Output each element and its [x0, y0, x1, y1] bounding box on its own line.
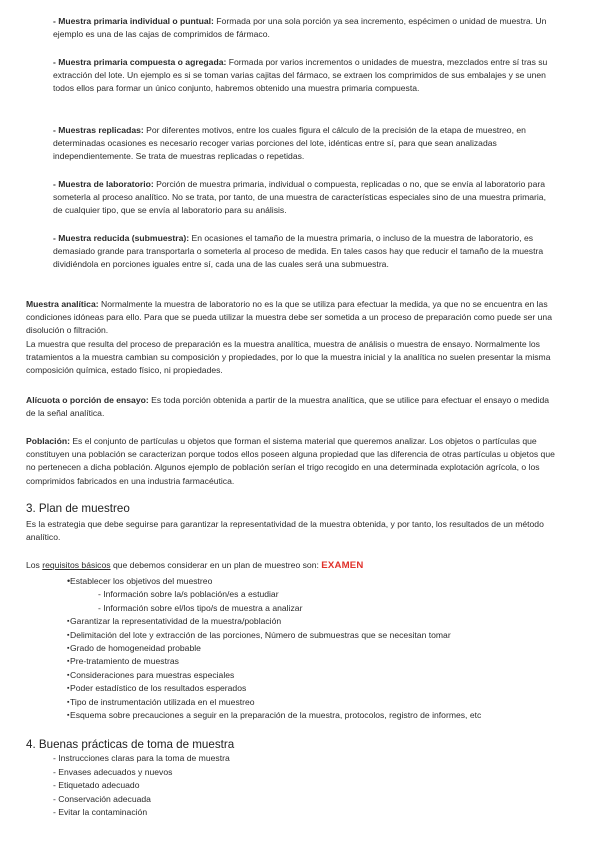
practices-list — [53, 752, 230, 820]
list-item — [26, 682, 566, 695]
bullet-icon: ▪ — [67, 671, 70, 679]
paragraph-text: Es el conjunto de partículas u objetos que forman el sistema material que queremos analizar. Los objetos o partículas que constituyen una población se caracterizan porque todos ellos poseen alguna propiedad que las diferencia de otras partículas u objetos que no pertenecen a dicha población. Algunos ejemplo de población serían el trigo recogido en una determinada explotación agrícola, o los comprimidos fabricados en una industria farmacéutica. — [26, 436, 555, 486]
list-item-text: Esquema sobre precauciones a seguir en la preparación de la muestra, protocolos, registro de informes, etc — [70, 709, 482, 720]
list-item-text: Consideraciones para muestras especiales — [70, 669, 235, 680]
list-item-text: Garantizar la representatividad de la muestra/población — [70, 616, 282, 627]
paragraph-muestra-analitica — [26, 298, 558, 377]
bullet-icon: ▪ — [67, 698, 70, 706]
paragraph-text: En ocasiones el tamaño de la muestra primaria, o incluso de la muestra de laboratorio, es demasiado grande para transportarla o someterla al proceso de medida. En tales casos hay que reducir el tamaño de la muestra dividiéndola en porciones iguales entre sí, cada una de las cuales será una submuestra. — [53, 233, 544, 270]
text-fragment: Los — [26, 560, 43, 570]
term-label: Población: — [26, 436, 70, 446]
paragraph-poblacion — [26, 435, 558, 488]
term-label: - Muestra de laboratorio: — [53, 179, 154, 189]
paragraph-muestra-laboratorio — [53, 178, 549, 218]
section-heading-plan-de-muestreo: 3. Plan de muestreo — [26, 502, 130, 515]
text-fragment: que debemos considerar en un plan de muestreo son: — [110, 560, 322, 570]
underlined-term: requisitos básicos — [42, 560, 111, 570]
requirements-list — [26, 575, 566, 722]
list-item-text: Grado de homogeneidad probable — [70, 642, 201, 653]
bullet-icon: • — [67, 576, 71, 586]
list-item-text: Delimitación del lote y extracción de las porciones, Número de submuestras que se necesitan tomar — [70, 629, 451, 640]
term-label: - Muestra primaria compuesta o agregada: — [53, 57, 227, 67]
paragraph-text: Es toda porción obtenida a partir de la muestra analítica, que se utilice para efectuar el ensayo o medida de la señal analítica. — [26, 395, 550, 419]
bullet-icon: ▪ — [67, 685, 70, 693]
paragraph-alicuota — [26, 394, 558, 420]
term-label: Alícuota o porción de ensayo: — [26, 395, 149, 405]
paragraph-text: Porción de muestra primaria, individual o compuesta, replicadas o no, que se envía al laboratorio para someterla al proceso analítico. No se trata, por tanto, de una muestra de características especiales sino de una muestra primaria, de cualquier tipo, que se envía al laboratorio para su análisis. — [53, 179, 546, 216]
list-item — [26, 709, 566, 722]
bullet-icon: ▪ — [67, 644, 70, 652]
list-item — [26, 642, 566, 655]
section-intro: Es la estrategia que debe seguirse para garantizar la representatividad de la muestra obtenida, y por tanto, los resultados de un método analítico. — [26, 519, 544, 543]
list-item — [26, 655, 566, 668]
list-item — [26, 575, 566, 588]
list-item: - Evitar la contaminación — [53, 807, 148, 818]
section-heading-buenas-practicas: 4. Buenas prácticas de toma de muestra — [26, 738, 235, 751]
paragraph-text: Formada por una sola porción ya sea incremento, espécimen o unidad de muestra. Un ejemplo es una de las cajas de comprimidos de fármaco. — [53, 16, 547, 40]
list-item — [26, 696, 566, 709]
bullet-icon: ▪ — [67, 658, 70, 666]
list-item-text: Poder estadístico de los resultados esperados — [70, 683, 247, 694]
bullet-icon: ▪ — [67, 631, 70, 639]
list-item: - Instrucciones claras para la toma de muestra — [53, 753, 230, 763]
bullet-icon: ▪ — [67, 618, 70, 626]
list-item — [26, 629, 566, 642]
list-item-text: - Información sobre la/s población/es a estudiar — [98, 589, 279, 600]
list-item — [26, 615, 566, 628]
list-item-text: Tipo de instrumentación utilizada en el muestreo — [70, 696, 255, 707]
list-item: - Etiquetado adecuado — [53, 780, 140, 791]
paragraph-text: Por diferentes motivos, entre los cuales figura el cálculo de la precisión de la etapa de muestreo, en determinadas ocasiones es necesario recoger varias porciones del lote, idénticas entre sí, para que sean analizadas independientemente. Se trata de muestras replicadas o repetidas. — [53, 125, 526, 162]
list-item: - Envases adecuados y nuevos — [53, 766, 173, 777]
paragraph-text: Formada por varios incrementos o unidades de muestra, mezclados entre sí tras su extracción del lote. Un ejemplo es si se toman varias cajitas del fármaco, se extraen los comprimidos de sus embalajes y se unen todos ellos para formar un único conjunto, habremos obtenido una muestra primaria compuesta. — [53, 57, 548, 94]
list-item: - Conservación adecuada — [53, 793, 151, 804]
paragraph-muestra-primaria-individual — [53, 15, 549, 41]
list-item-text: - Información sobre el/los tipo/s de muestra a analizar — [98, 602, 303, 613]
paragraph-muestras-replicadas — [53, 124, 549, 164]
list-item — [26, 602, 566, 615]
list-item — [26, 588, 566, 601]
paragraph-text: Normalmente la muestra de laboratorio no es la que se utiliza para efectuar la medida, ya que no se encuentra en las condiciones idóneas para ello. Para que se pueda utilizar la muestra debe ser sometida a un proceso de preparación como puede ser una disolución o filtración. — [26, 299, 552, 336]
list-item-text: Establecer los objetivos del muestreo — [70, 576, 213, 586]
paragraph-muestra-primaria-compuesta — [53, 56, 549, 96]
paragraph-muestra-reducida — [53, 232, 549, 272]
paragraph-text: La muestra que resulta del proceso de preparación es la muestra analítica, muestra de análisis o muestra de ensayo. Normalmente los tratamientos a la muestra cambian su composición y propiedades, por lo que la muestra inicial y la analítica no suelen presentar la misma composición química, estado físico, ni propiedades. — [26, 338, 551, 376]
term-label: - Muestra reducida (submuestra): — [53, 233, 190, 243]
term-label: Muestra analítica: — [26, 299, 99, 309]
requirements-intro — [26, 559, 558, 572]
exam-badge: EXAMEN — [321, 560, 364, 571]
bullet-icon: ▪ — [67, 711, 70, 719]
term-label: - Muestra primaria individual o puntual: — [53, 16, 214, 26]
term-label: - Muestras replicadas: — [53, 125, 144, 135]
list-item-text: Pre-tratamiento de muestras — [70, 656, 179, 667]
list-item — [26, 669, 566, 682]
